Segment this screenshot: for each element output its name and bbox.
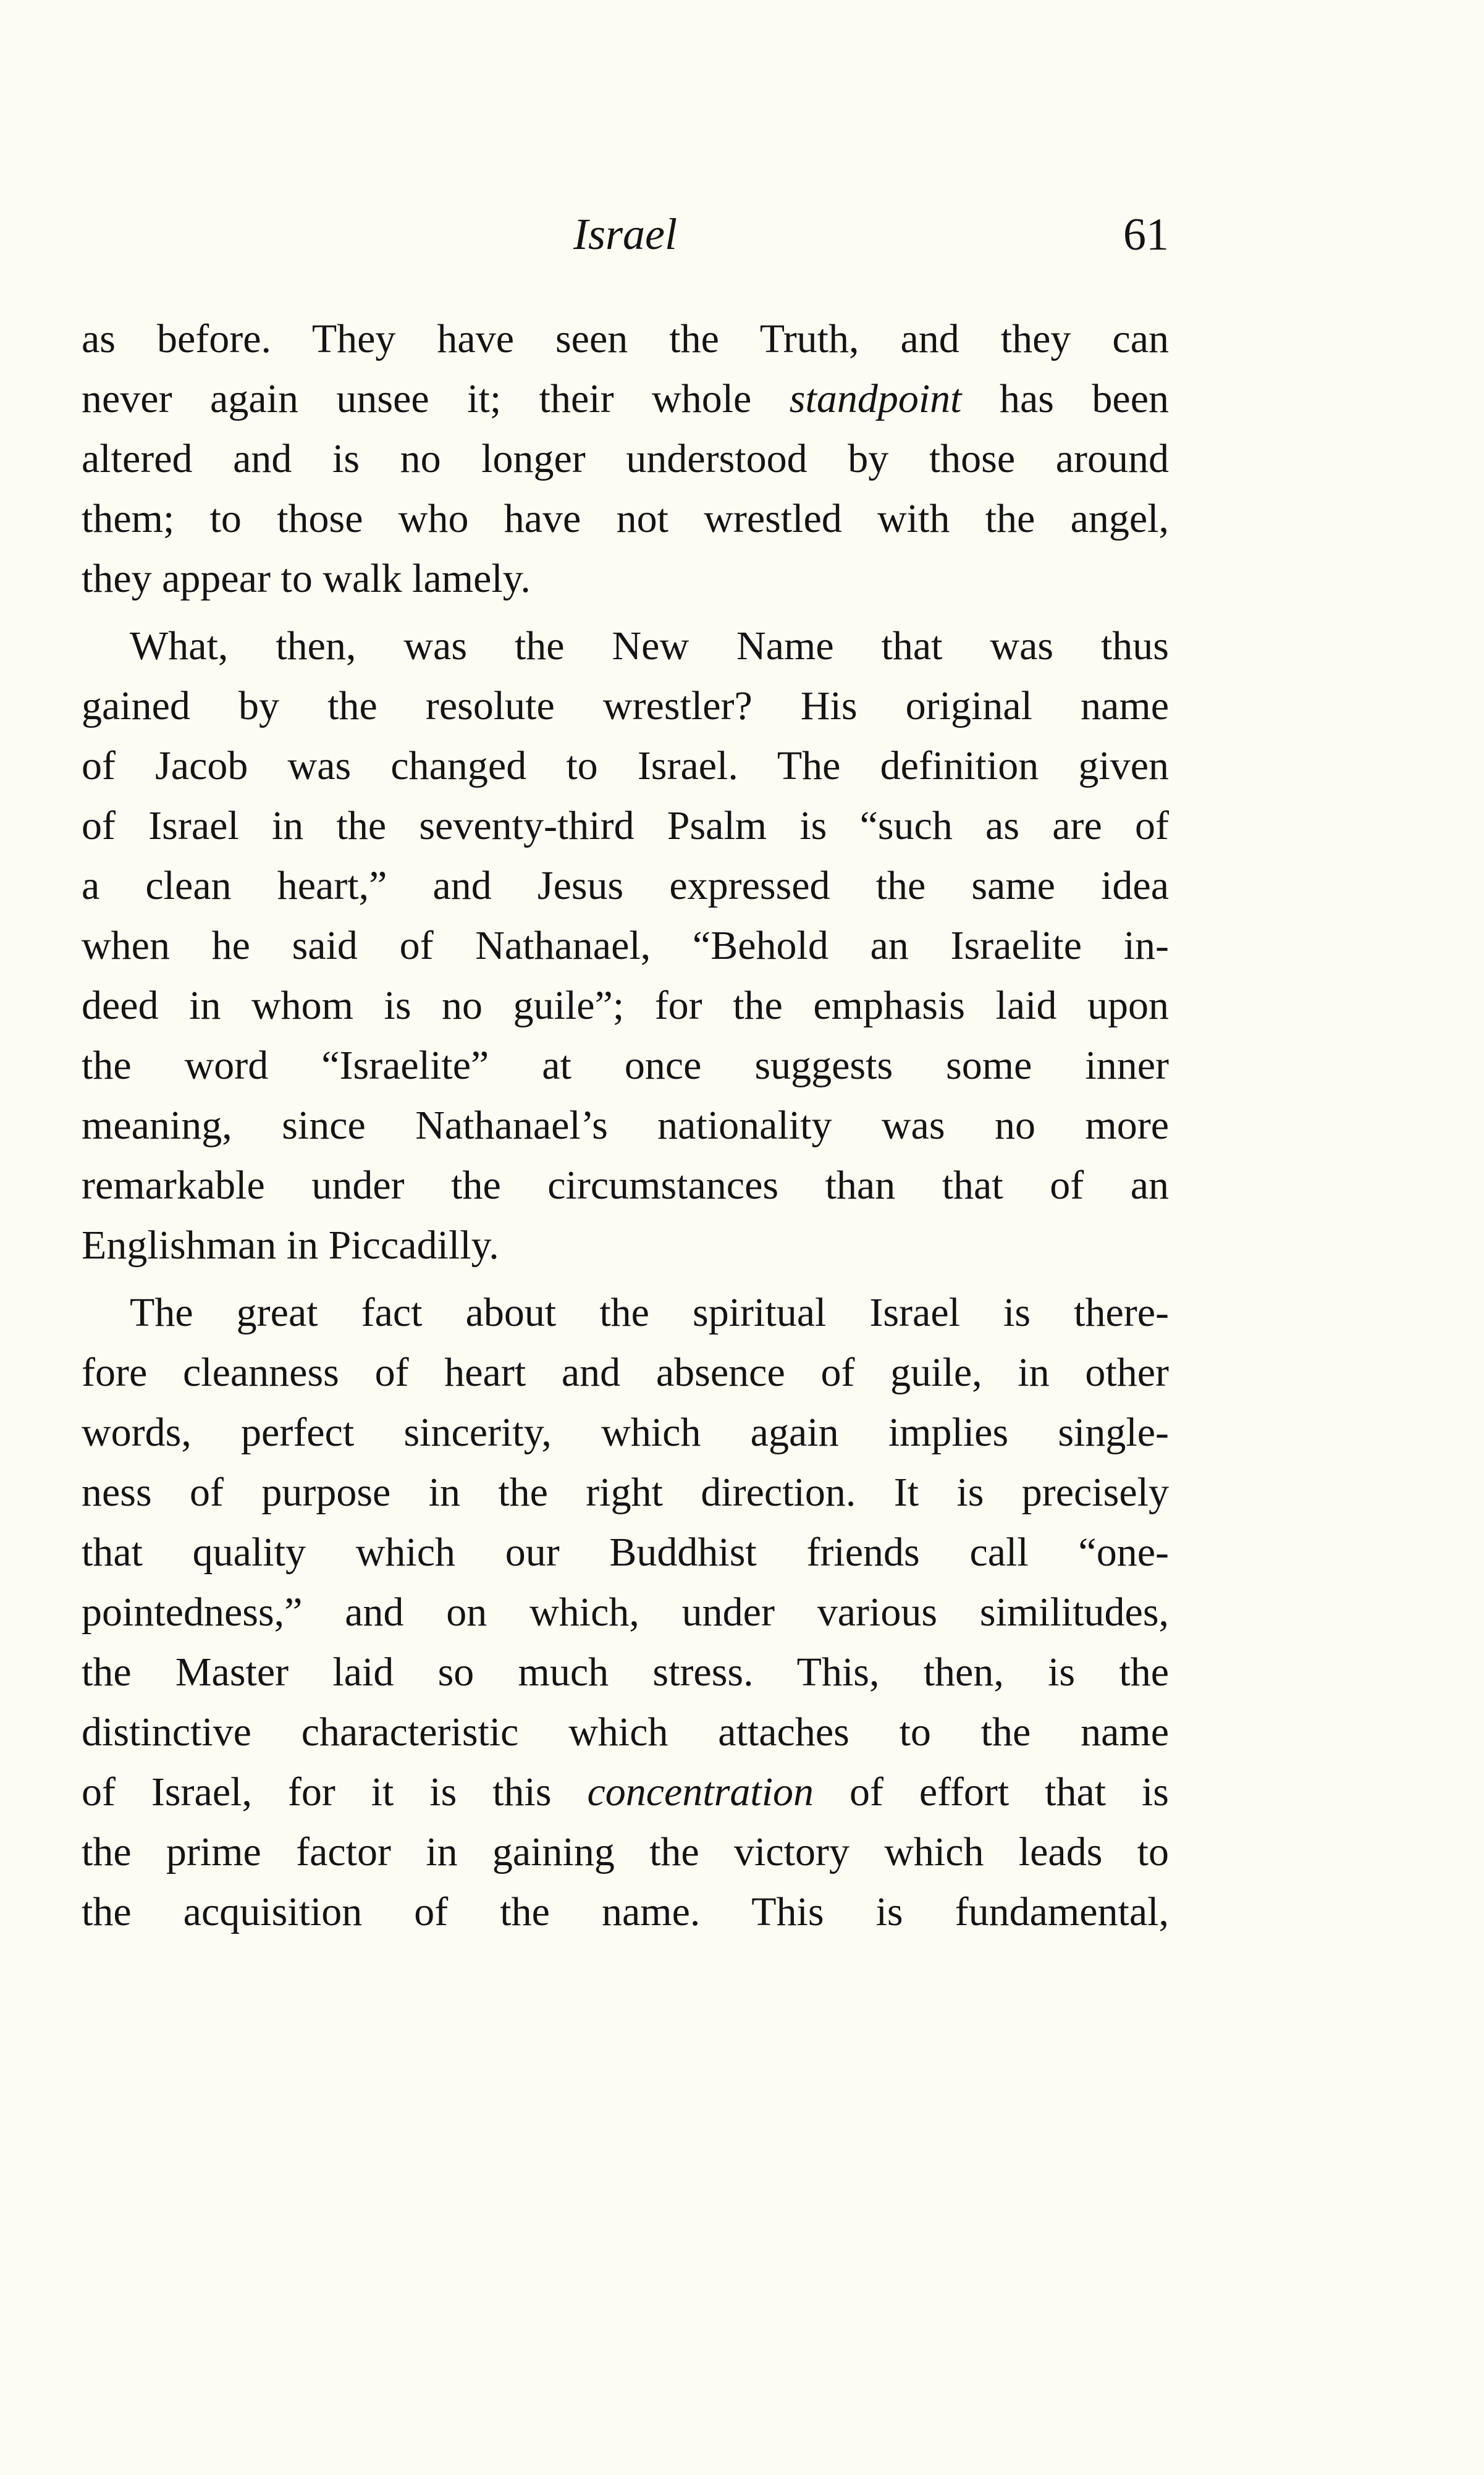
text-line: of Jacob was changed to Israel. The definition given — [82, 743, 1169, 788]
text-line: What, then, was the New Name that was thus — [130, 623, 1169, 668]
paragraph-3 — [82, 1283, 1169, 1942]
running-title: Israel — [573, 209, 677, 259]
paragraph-2 — [82, 616, 1169, 1275]
text-line: never again unsee it; their whole standpoint has been — [82, 376, 1169, 421]
text-line: the acquisition of the name. This is fundamental, — [82, 1889, 1169, 1934]
text-line: pointedness,” and on which, under various similitudes, — [82, 1590, 1169, 1635]
text-line: that quality which our Buddhist friends call “one- — [82, 1530, 1169, 1575]
text-line: the Master laid so much stress. This, then, is the — [82, 1650, 1169, 1695]
text-line: fore cleanness of heart and absence of guile, in other — [82, 1350, 1169, 1395]
page-number: 61 — [1123, 209, 1169, 260]
text-line: gained by the resolute wrestler? His original name — [82, 683, 1169, 728]
text-line: distinctive characteristic which attaches to the name — [82, 1710, 1169, 1755]
text-line: The great fact about the spiritual Israel is there- — [130, 1290, 1169, 1335]
paragraph-1 — [82, 309, 1169, 609]
text-line: altered and is no longer understood by those around — [82, 436, 1169, 481]
text-line: they appear to walk lamely. — [82, 556, 531, 601]
text-line: deed in whom is no guile”; for the emphasis laid upon — [82, 983, 1169, 1028]
text-line: them; to those who have not wrestled with the angel, — [82, 496, 1169, 541]
emphasis-standpoint: standpoint — [789, 376, 962, 421]
text-line: when he said of Nathanael, “Behold an Israelite in- — [82, 923, 1169, 968]
text-line: the prime factor in gaining the victory which leads to — [82, 1829, 1169, 1874]
text-line: a clean heart,” and Jesus expressed the same idea — [82, 863, 1169, 908]
text-line: meaning, since Nathanael’s nationality was no more — [82, 1103, 1169, 1148]
body-text — [82, 309, 1169, 1949]
text-line: words, perfect sincerity, which again implies single- — [82, 1410, 1169, 1455]
emphasis-concentration: concentration — [587, 1769, 814, 1815]
text-line: of Israel in the seventy-third Psalm is “such as are of — [82, 803, 1169, 848]
text-line: the word “Israelite” at once suggests some inner — [82, 1043, 1169, 1088]
text-line: as before. They have seen the Truth, and they can — [82, 316, 1169, 361]
text-line: of Israel, for it is this concentration of effort that is — [82, 1769, 1169, 1815]
text-line: remarkable under the circumstances than that of an — [82, 1163, 1169, 1208]
running-head — [82, 209, 1169, 283]
text-line: Englishman in Piccadilly. — [82, 1223, 499, 1268]
text-line: ness of purpose in the right direction. It is precisely — [82, 1470, 1169, 1515]
